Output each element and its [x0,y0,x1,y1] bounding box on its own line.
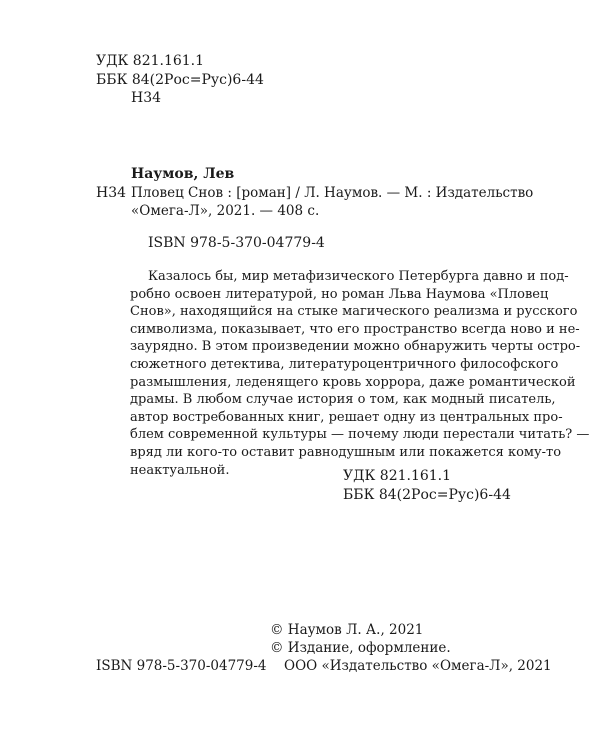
annotation-line: автор востребованных книг, решает одну из центральных про- [130,409,563,425]
header-bbk: ББК 84(2Рос=Рус)6-44 [96,72,264,88]
copyright-publisher: ООО «Издательство «Омега-Л», 2021 [284,658,552,674]
annotation-paragraph [130,268,590,479]
annotation-line: Казалось бы, мир метафизического Петербурга давно и под- [148,269,569,284]
annotation-line: драмы. В любом случае история о том, как модный писатель, [130,392,556,408]
annotation-line: неактуальной. [130,462,230,478]
footer-udk: УДК 821.161.1 [343,468,452,484]
header-author-sign: Н34 [131,90,162,106]
annotation-line: вряд ли кого-то оставит равнодушным или покажется кому-то [130,444,562,460]
annotation-line: размышления, леденящего кровь хоррора, даже романтической [130,374,576,390]
record-author: Наумов, Лев [131,166,235,182]
annotation-line: Снов», находящийся на стыке магического реализма и русского [130,304,578,320]
annotation-line: символизма, показывает, что его пространство всегда ново и не- [130,321,580,337]
record-author-sign: Н34 [96,185,127,201]
annotation-line: сюжетного детектива, литературоцентричного философского [130,356,559,372]
annotation-line: заурядно. В этом произведении можно обнаружить черты остро- [130,339,581,355]
record-description-line1: Пловец Снов : [роман] / Л. Наумов. — М. : Издательство [131,185,534,201]
record-description-line2: «Омега-Л», 2021. — 408 с. [131,203,320,219]
record-isbn: ISBN 978-5-370-04779-4 [148,235,325,251]
annotation-line: робно освоен литературой, но роман Льва Наумова «Пловец [130,286,549,302]
copyright-author: © Наумов Л. А., 2021 [270,622,424,638]
header-udk: УДК 821.161.1 [96,53,205,69]
annotation-line: блем современной культуры — почему люди перестали читать? — [130,427,590,443]
footer-bbk: ББК 84(2Рос=Рус)6-44 [343,487,511,503]
copyright-edition: © Издание, оформление. [270,640,451,656]
copyright-isbn: ISBN 978-5-370-04779-4 [96,658,267,674]
